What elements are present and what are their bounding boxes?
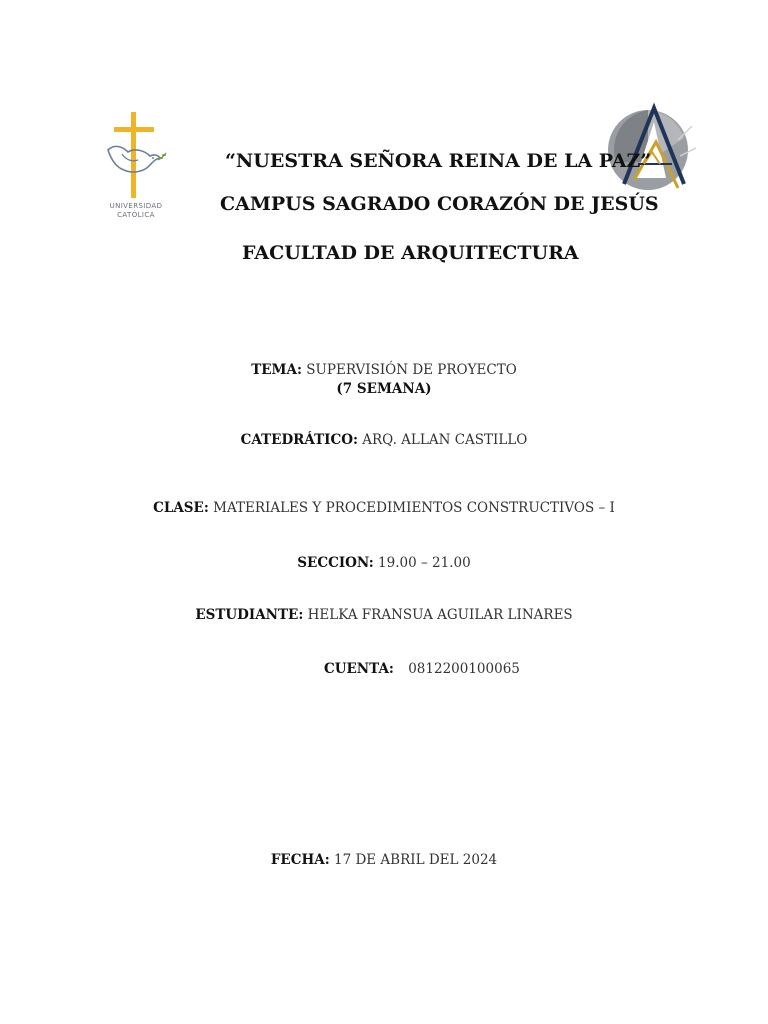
logo-caption-line2: CATÓLICA	[117, 211, 155, 219]
tema-value: SUPERVISIÓN DE PROYECTO	[306, 362, 517, 378]
fecha-row	[0, 852, 768, 868]
clase-value: MATERIALES Y PROCEDIMIENTOS CONSTRUCTIVOS – I	[213, 500, 615, 516]
clase-label: CLASE:	[153, 500, 209, 516]
estudiante-value: HELKA FRANSUA AGUILAR LINARES	[307, 607, 573, 623]
cuenta-label: CUENTA:	[324, 661, 394, 677]
seccion-row	[0, 555, 768, 571]
cross-dove-icon	[100, 110, 172, 202]
institution-name: “NUESTRA SEÑORA REINA DE LA PAZ”	[225, 150, 652, 172]
logo-caption-line1: UNIVERSIDAD	[109, 202, 163, 210]
estudiante-label: ESTUDIANTE:	[195, 607, 304, 623]
tema-label: TEMA:	[251, 362, 302, 378]
fecha-value: 17 DE ABRIL DEL 2024	[333, 852, 498, 868]
campus-name: CAMPUS SAGRADO CORAZÓN DE JESÚS	[220, 193, 659, 215]
architecture-triangle-icon	[606, 100, 698, 198]
tema-row	[0, 362, 768, 378]
faculty-logo	[606, 100, 698, 198]
university-logo	[100, 110, 172, 222]
semana-value: (7 SEMANA)	[336, 381, 432, 397]
clase-row	[0, 500, 768, 516]
seccion-value: 19.00 – 21.00	[378, 555, 471, 571]
faculty-name: FACULTAD DE ARQUITECTURA	[242, 242, 579, 264]
estudiante-row	[0, 607, 768, 623]
catedratico-row	[0, 432, 768, 448]
fecha-label: FECHA:	[270, 852, 330, 868]
semana-row	[0, 381, 768, 397]
catedratico-label: CATEDRÁTICO:	[240, 432, 358, 448]
cuenta-value: 0812200100065	[408, 661, 520, 677]
seccion-label: SECCION:	[297, 555, 374, 571]
catedratico-value: ARQ. ALLAN CASTILLO	[362, 432, 528, 448]
cuenta-row	[324, 661, 520, 677]
